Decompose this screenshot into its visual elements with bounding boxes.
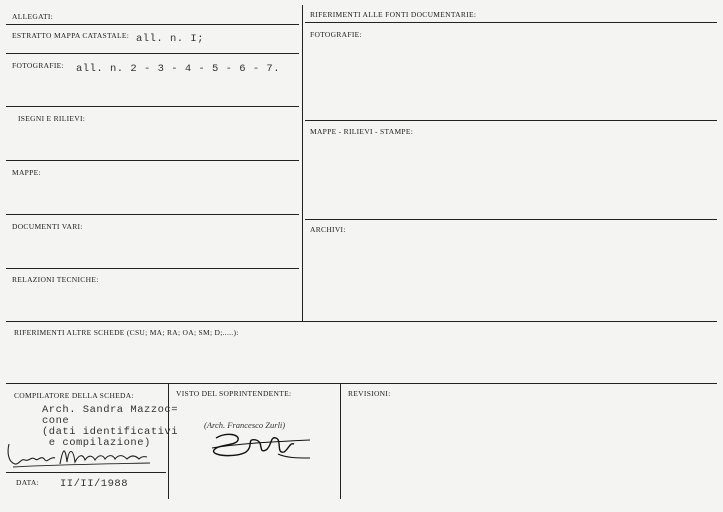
allegati-label: ALLEGATI:	[12, 12, 54, 21]
rule	[305, 22, 717, 23]
fotografie-fonti-label: FOTOGRAFIE:	[310, 30, 362, 39]
soprintendente-signature	[206, 428, 316, 462]
rule	[305, 219, 717, 220]
rule	[6, 24, 299, 25]
rule	[305, 120, 717, 121]
rule	[6, 472, 166, 473]
rule	[6, 53, 299, 54]
estratto-mappa-value: all. n. I;	[136, 33, 205, 45]
rule	[6, 268, 299, 269]
mappe-label: MAPPE:	[12, 168, 41, 177]
fotografie-label: FOTOGRAFIE:	[12, 61, 64, 70]
riferimenti-fonti-label: RIFERIMENTI ALLE FONTI DOCUMENTARIE:	[310, 10, 477, 19]
rule	[6, 214, 299, 215]
riferimenti-altre-schede-label: RIFERIMENTI ALTRE SCHEDE (CSU; MA; RA; OA; SM; D;.....):	[14, 328, 239, 337]
fotografie-value: all. n. 2 - 3 - 4 - 5 - 6 - 7.	[76, 63, 281, 75]
soprintendente-stamp: (Arch. Francesco Zurli)	[204, 420, 286, 430]
revisioni-label: REVISIONI:	[348, 389, 391, 398]
disegni-rilievi-label: ISEGNI E RILIEVI:	[18, 114, 86, 123]
compilatore-line: cone	[42, 415, 70, 427]
column-divider	[302, 5, 303, 321]
documenti-vari-label: DOCUMENTI VARI:	[12, 222, 83, 231]
compilatore-line: e compilazione)	[42, 437, 151, 449]
compilatore-label: COMPILATORE DELLA SCHEDA:	[14, 391, 134, 400]
relazioni-tecniche-label: RELAZIONI TECNICHE:	[12, 275, 99, 284]
compilatore-line: (dati identificativi	[42, 426, 179, 438]
archivi-label: ARCHIVI:	[310, 225, 346, 234]
data-value: II/II/1988	[60, 478, 129, 490]
column-divider	[168, 383, 169, 499]
estratto-mappa-label: ESTRATTO MAPPA CATASTALE:	[12, 31, 130, 40]
rule	[6, 383, 717, 384]
rule	[6, 321, 717, 322]
visto-soprintendente-label: VISTO DEL SOPRINTENDENTE:	[176, 389, 292, 398]
rule	[6, 106, 299, 107]
rule	[6, 160, 299, 161]
compilatore-signature	[5, 440, 155, 470]
data-label: DATA:	[16, 478, 39, 487]
column-divider	[340, 383, 341, 499]
compilatore-line: Arch. Sandra Mazzoc=	[42, 404, 179, 416]
mappe-rilievi-stampe-label: MAPPE - RILIEVI - STAMPE:	[310, 127, 414, 136]
